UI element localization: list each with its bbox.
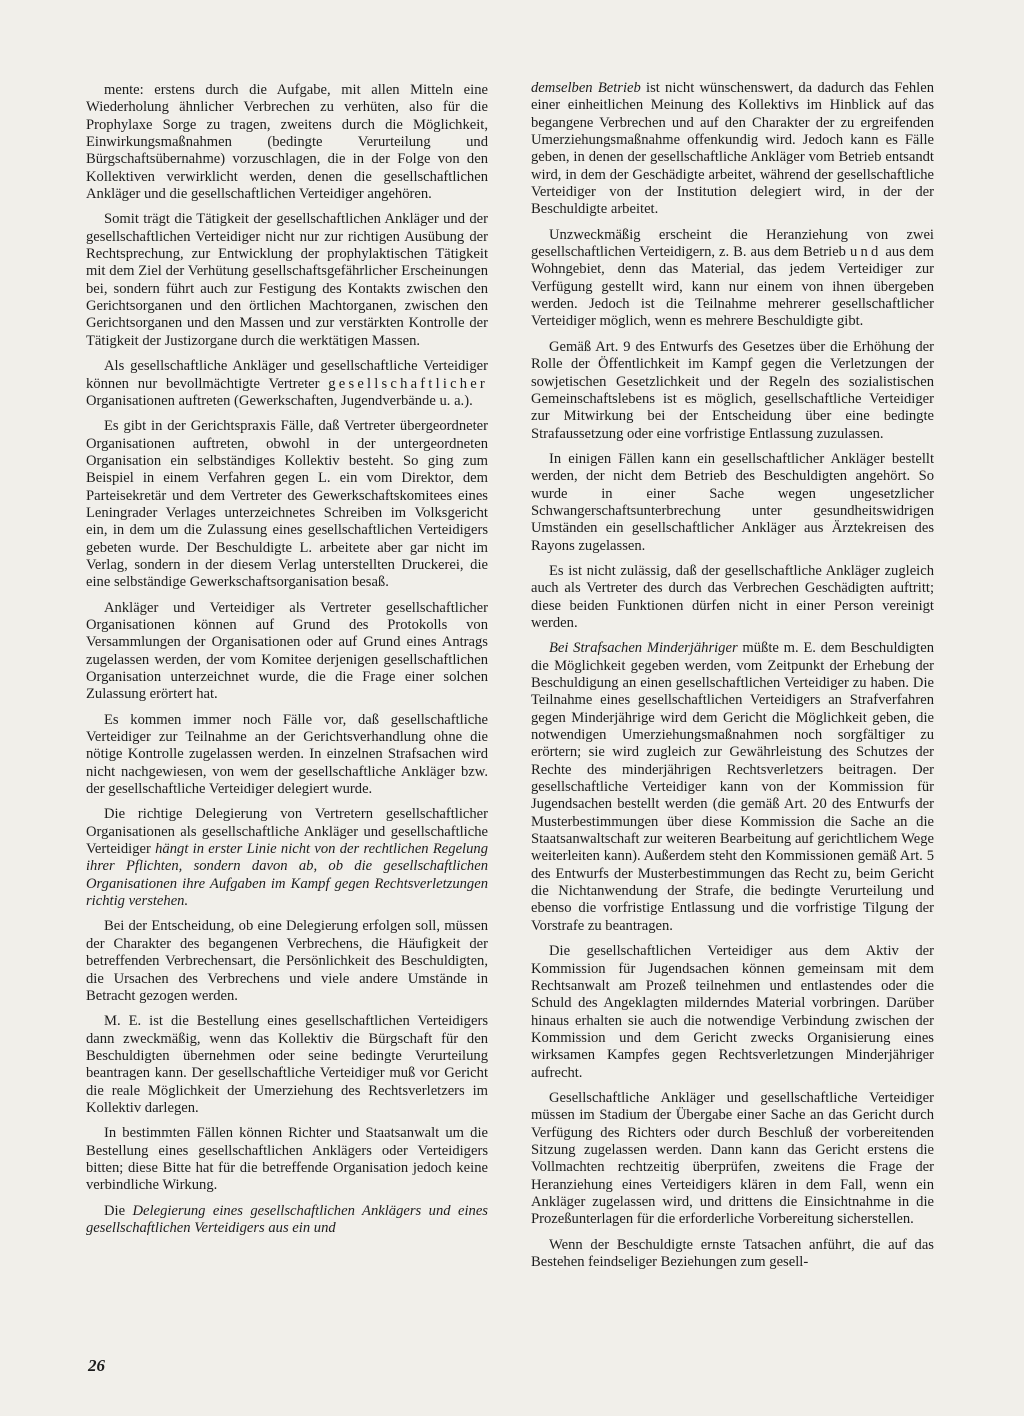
text-run: Somit trägt die Tätigkeit der gesellschaftlichen Ankläger und der gesellschaftlichen Verteidiger nicht nur zur richtigen Ausübung der Rechtsprechung, zur Entwicklung der prophylaktischen Tätigkeit mit dem Ziel der Verhütung gesellschaftsgefährlicher Erscheinungen bei, sondern führt auch zur Festigung des Kontakts zwischen den Gerichtsorganen und den örtlichen Machtorganen, zwischen den Gerichtsorganen und den Massen und zur verstärkten Kontrolle der Tätigkeit der Justizorgane durch die werktätigen Massen. xyxy=(86,211,488,349)
text-run: Die xyxy=(104,1202,133,1219)
right-column xyxy=(531,80,934,1279)
text-run: Gesellschaftliche Ankläger und gesellschaftliche Verteidiger müssen im Stadium der Übergabe einer Sache an das Gericht durch Verfügung des Richters oder durch Beschluß der vorbereitenden Sitzung zugelassen werden. Dann kann das Gericht erstens die Vollmachten rechtzeitig überprüfen, zweitens die Frage der Heranziehung eines Verteidigers klären in dem Fall, wenn ein Ankläger zugelassen wird, und drittens die Einsichtnahme in die Prozeßunterlagen für die erforderliche Vorbereitung sicherstellen. xyxy=(531,1089,934,1228)
text-run: aus dem Wohngebiet, denn das Material, das jedem Verteidiger zur Verfügung gestellt wird, kann nur einem von ihnen übergeben werden. Jedoch ist die Teilnahme mehrerer gesellschaftlicher Verteidiger möglich, wenn es mehrere Beschuldigte gibt. xyxy=(531,244,934,330)
text-run: M. E. ist die Bestellung eines gesellschaftlichen Verteidigers dann zweckmäßig, wenn das Kollektiv die Bürgschaft für den Beschuldigten übernehmen oder seine bedingte Verurteilung beantragen kann. Der gesellschaftliche Verteidiger muß vor Gericht die reale Möglichkeit der Umerziehung des Rechtsverletzers im Kollektiv darlegen. xyxy=(86,1013,488,1116)
text-run: mente: erstens durch die Aufgabe, mit allen Mitteln eine Wiederholung ähnlicher Verbrechen zu verhüten, also für die Prophylaxe Sorge zu tragen, zweitens durch die Möglichkeit, Einwirkungsmaßnahmen (bedingte Verurteilung und Bürgschaftsübernahme) vorzuschlagen, die in der Folge von den Kollektiven verwirklicht werden, denen die gesellschaftlichen Ankläger und die gesellschaftlichen Verteidiger angehören. xyxy=(86,82,488,203)
right-column-paragraph xyxy=(531,227,934,331)
text-run: Ankläger und Verteidiger als Vertreter gesellschaftlicher Organisationen können auf Grund des Protokolls von Versammlungen der Organisationen oder auf Grund eines Antrags zugelassen werden, der vom Komitee derjenigen gesellschaftlichen Organisation unterzeichnet wurde, die die Frage einer solchen Zulassung erörtert hat. xyxy=(86,599,488,703)
text-run: In einigen Fällen kann ein gesellschaftlicher Ankläger bestellt werden, der nicht dem Betrieb des Beschuldigten angehört. So wurde in einer Sache wegen ungesetzlicher Schwangerschaftsunterbrechung unter gesundheitswidrigen Umständen ein gesellschaftlicher Ankläger aus Ärztekreisen des Rayons zugelassen. xyxy=(531,450,934,554)
right-column-paragraph xyxy=(531,943,934,1082)
text-run: In bestimmten Fällen können Richter und Staatsanwalt um die Bestellung eines gesellschaftlichen Anklägers oder Verteidigers bitten; diese Bitte hat für die betreffende Organisation jedoch keine verbindliche Wirkung. xyxy=(86,1125,488,1194)
right-column-paragraph xyxy=(531,1090,934,1229)
right-column-paragraph xyxy=(531,339,934,443)
right-column-paragraph xyxy=(531,563,934,632)
left-column-paragraph xyxy=(86,1125,488,1194)
emphasized-text: hängt in erster Linie nicht von der rechtlichen Regelung ihrer Pflichten, sondern davon ab, ob die gesellschaftlichen Organisationen ihre Aufgaben im Kampf gegen Rechtsverletzungen richtig verstehen. xyxy=(86,841,488,910)
right-column-paragraph xyxy=(531,80,934,219)
text-run: Die gesellschaftlichen Verteidiger aus dem Aktiv der Kommission für Jugendsachen können gemeinsam mit dem Rechtsanwalt am Prozeß teilnehmen und entlastendes oder die Schuld des Angeklagten milderndes Material vorbringen. Darüber hinaus erhalten sie auch die notwendige Verbindung zwischen der Kommission und dem Gericht zwecks Organisierung eines wirksamen Kampfes gegen Rechtsverletzungen Minderjähriger aufrecht. xyxy=(531,943,934,1081)
text-run: Wenn der Beschuldigte ernste Tatsachen anführt, die auf das Bestehen feindseliger Beziehungen zum gesell- xyxy=(531,1236,934,1270)
left-column-paragraph xyxy=(86,211,488,350)
text-run: Es gibt in der Gerichtspraxis Fälle, daß Vertreter übergeordneter Organisationen auftreten, obwohl in der untergeordneten Organisation ein selbständiges Kollektiv besteht. So ging zum Beispiel in einem Verfahren gegen L. ein vom Direktor, dem Parteisekretär und dem Vertreter des Gewerkschaftskomitees eines Leningrader Verlages unterzeichnetes Schreiben im Volksgericht ein, in dem um die Zulassung eines gesellschaftlichen Verteidigers gebeten wurde. Der Beschuldigte L. arbeitete aber gar nicht im Verlag, sondern in der diesem Verlag unterstellten Druckerei, die eine selbständige Gewerkschaftsorganisation besaß. xyxy=(86,418,488,591)
text-run: Als gesellschaftliche Ankläger und gesellschaftliche Verteidiger können nur bevollmächtigte Vertreter xyxy=(86,358,488,392)
left-column xyxy=(86,82,488,1245)
text-run: Gemäß Art. 9 des Entwurfs des Gesetzes über die Erhöhung der Rolle der Öffentlichkeit im Kampf gegen die Verletzungen der sowjetischen Gesetzlichkeit und der Regeln des sozialistischen Gemeinschaftslebens ist es möglich, gesellschaftliche Verteidiger zur Mitwirkung bei der Entscheidung über eine bedingte Strafaussetzung oder eine vorfristige Entlassung zuzulassen. xyxy=(531,338,934,442)
text-run: Organisationen auftreten (Gewerkschaften, Jugendverbände u. a.). xyxy=(86,392,473,409)
emphasized-text: Bei Strafsachen Minderjähriger xyxy=(549,640,738,657)
text-run: Unzweckmäßig erscheint die Heranziehung von zwei gesellschaftlichen Verteidigern, z. B. aus dem Betrieb xyxy=(531,226,934,261)
left-column-paragraph xyxy=(86,82,488,203)
text-run: Es kommen immer noch Fälle vor, daß gesellschaftliche Verteidiger zur Teilnahme an der Gerichtsverhandlung ohne die nötige Kontrolle zugelassen werden. In einzelnen Strafsachen wird nicht nachgewiesen, von wem der gesellschaftliche Ankläger bzw. der gesellschaftliche Verteidiger delegiert wurde. xyxy=(86,711,488,798)
right-column-paragraph xyxy=(531,451,934,555)
page-number: 26 xyxy=(88,1356,105,1375)
left-column-paragraph xyxy=(86,806,488,910)
left-column-paragraph xyxy=(86,1013,488,1117)
text-run: ist nicht wünschenswert, da dadurch das Fehlen einer einheitlichen Meinung des Kollektivs im Hinblick auf das begangene Verbrechen und auf den Charakter der zu ergreifenden Umerziehungsmaßnahme offenkundig wird. Jedoch kann es Fälle geben, in denen der gesellschaftliche Ankläger vom Betrieb entsandt wird, in dem der Geschädigte arbeitet, während der gesellschaftliche Verteidiger von der Institution delegiert wird, in der der Beschuldigte arbeitet. xyxy=(531,80,935,218)
right-column-paragraph xyxy=(531,640,934,935)
text-run: müßte m. E. dem Beschuldigten die Möglichkeit gegeben werden, vom Zeitpunkt der Erhebung der Beschuldigung an einen gesellschaftlichen Verteidiger zu haben. Die Teilnahme eines gesellschaftlichen Verteidigers an Strafverfahren gegen Minderjährige wird dem Gericht die Möglichkeit geben, die notwendigen Umerziehungsmaßnahmen noch sorgfältiger zu erörtern; sie wird zugleich zur Gewährleistung des Schutzes der Rechte des minderjährigen Rechtsverletzers beitragen. Der gesellschaftliche Verteidiger kann von der Kommission für Jugendsachen bestellt werden (die gemäß Art. 20 des Entwurfs der Musterbestimmungen über diese Kommission die Sache an die Staatsanwaltschaft zur weiteren Bearbeitung auf gerichtlichem Wege weiterleiten kann). Außerdem steht den Kommissionen gemäß Art. 5 des Entwurfs der Musterbestimmungen das Recht zu, beim Gericht die Nichtanwendung der Strafe, die bedingte Verurteilung und ebenso die vorfristige Entlassung und die vorfristige Tilgung der Vorstrafe zu beantragen. xyxy=(531,640,934,934)
emphasized-text: Delegierung eines gesellschaftlichen Anklägers und eines gesellschaftlichen Verteidigers aus ein und xyxy=(86,1202,488,1236)
left-column-paragraph xyxy=(86,1203,488,1238)
right-column-paragraph xyxy=(531,1237,934,1272)
spaced-text: und xyxy=(849,244,882,261)
emphasized-text: demselben Betrieb xyxy=(531,80,641,96)
left-column-paragraph xyxy=(86,712,488,799)
text-run: Bei der Entscheidung, ob eine Delegierung erfolgen soll, müssen der Charakter des begangenen Verbrechens, die Häufigkeit der betreffenden Verbrechensart, die Persönlichkeit des Beschuldigten, die Ursachen des Verbrechens und viele andere Umstände in Betracht gezogen werden. xyxy=(86,918,488,1004)
left-column-paragraph xyxy=(86,418,488,591)
text-run: Es ist nicht zulässig, daß der gesellschaftliche Ankläger zugleich auch als Vertreter des durch das Verbrechen Geschädigten auftritt; diese beiden Funktionen dürfen nicht in einer Person vereinigt werden. xyxy=(531,562,934,631)
left-column-paragraph xyxy=(86,918,488,1005)
left-column-paragraph xyxy=(86,600,488,704)
text-run: Die richtige Delegierung von Vertretern gesellschaftlicher Organisationen als gesellschaftliche Ankläger und gesellschaftliche Verteidiger xyxy=(86,806,488,858)
left-column-paragraph xyxy=(86,358,488,410)
spaced-text: gesellschaftlicher xyxy=(328,375,488,392)
